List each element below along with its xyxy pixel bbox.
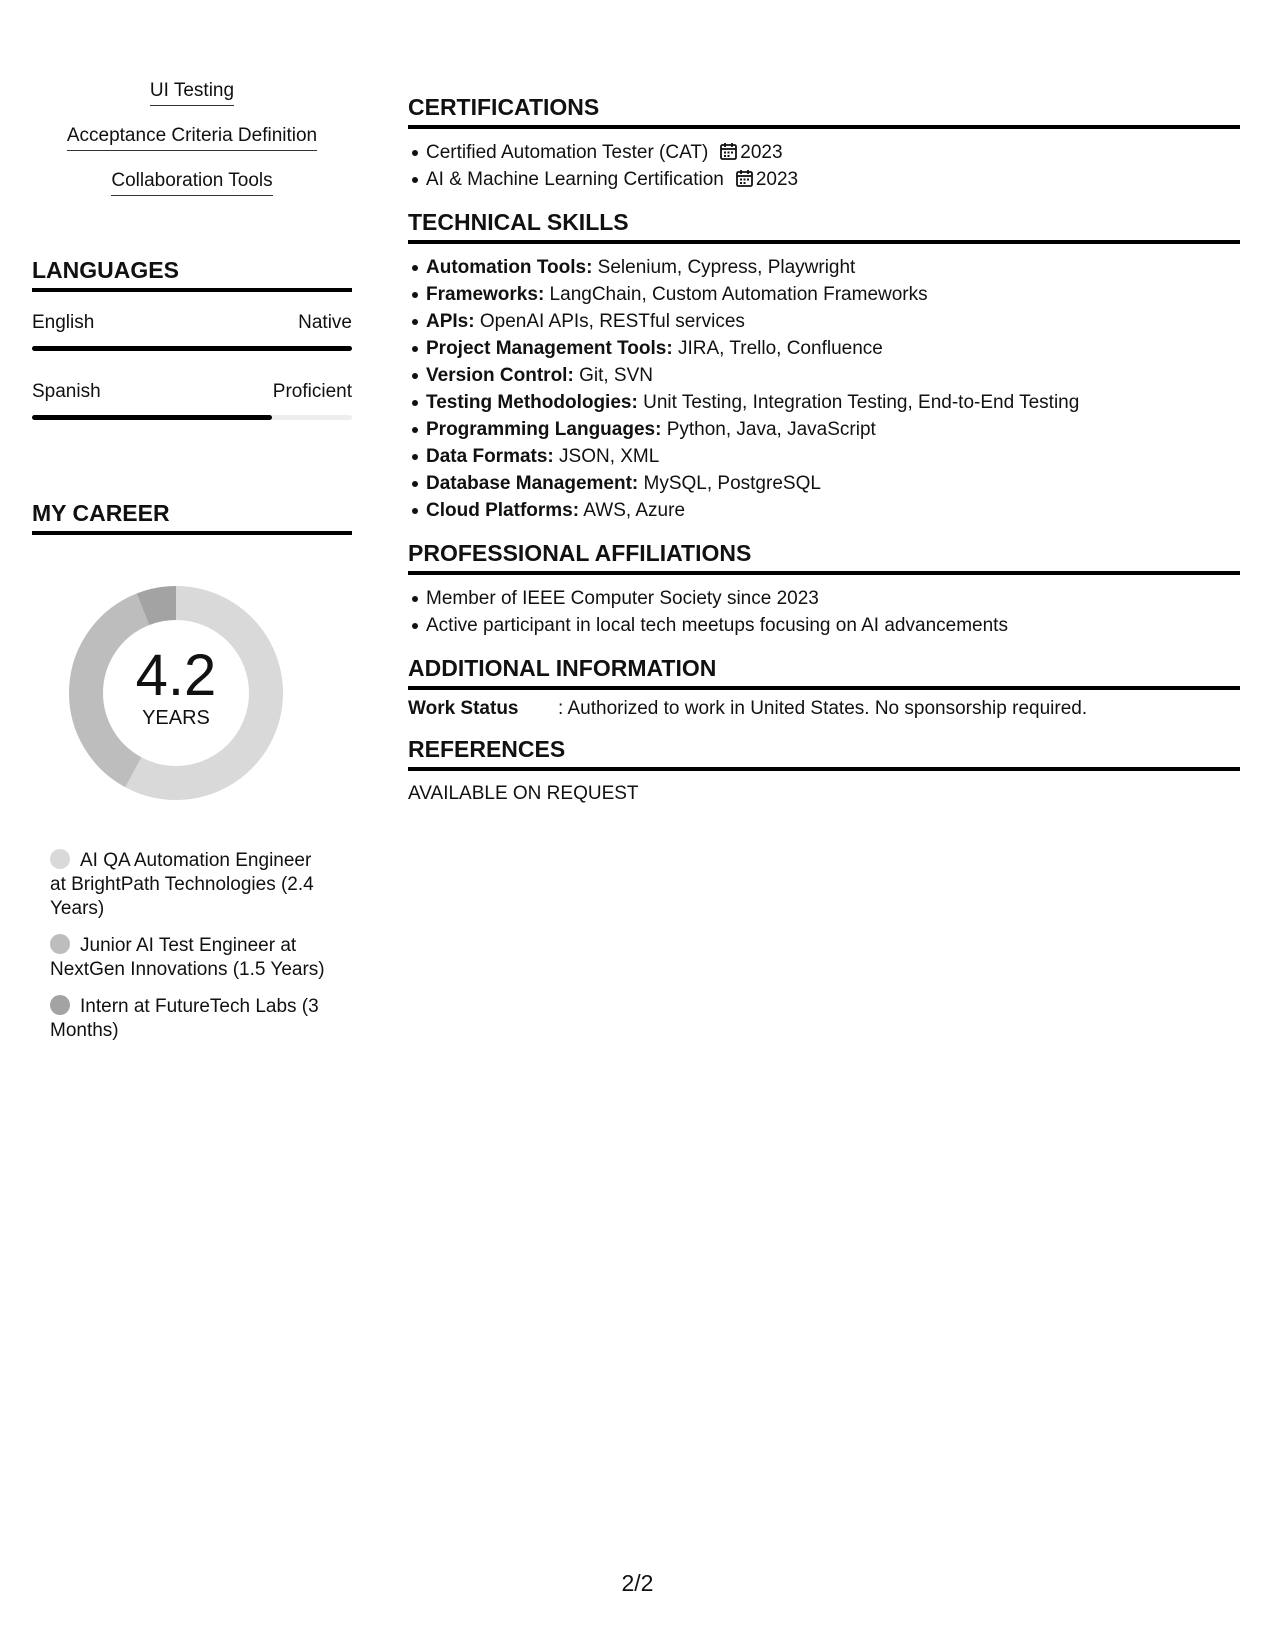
language-level-bar <box>32 415 352 420</box>
technical-skill-item: Project Management Tools: JIRA, Trello, Confluence <box>426 335 1240 362</box>
language-level: Proficient <box>272 381 352 402</box>
skill-tag-list <box>32 80 352 215</box>
certifications-list <box>408 139 1240 193</box>
language-level-fill <box>32 415 272 420</box>
technical-skill-item: Testing Methodologies: Unit Testing, Integration Testing, End-to-End Testing <box>426 389 1240 416</box>
career-total-years: 4.2 <box>135 643 217 708</box>
career-legend-item: Junior AI Test Engineer at NextGen Innovations (1.5 Years) <box>50 935 325 980</box>
languages-heading: LANGUAGES <box>32 257 352 292</box>
technical-skill-item: Cloud Platforms: AWS, Azure <box>426 497 1240 524</box>
skill-tag: Acceptance Criteria Definition <box>32 125 352 170</box>
additional-info-section <box>408 655 1240 720</box>
technical-skills-section <box>408 209 1240 524</box>
work-status-value: : Authorized to work in United States. No sponsorship required. <box>558 698 1088 719</box>
legend-dot-icon <box>50 995 70 1015</box>
certification-year: 2023 <box>755 169 799 190</box>
certifications-heading: CERTIFICATIONS <box>408 94 1240 129</box>
references-heading: REFERENCES <box>408 736 1240 771</box>
affiliations-section <box>408 540 1240 639</box>
career-legend <box>32 849 330 1043</box>
technical-skill-item: APIs: OpenAI APIs, RESTful services <box>426 308 1240 335</box>
affiliation-item: Active participant in local tech meetups focusing on AI advancements <box>426 612 1240 639</box>
certification-item: AI & Machine Learning Certification 2023 <box>426 166 1240 193</box>
technical-skill-item: Frameworks: LangChain, Custom Automation Frameworks <box>426 281 1240 308</box>
language-row <box>32 381 352 420</box>
page-number: 2/2 <box>621 1570 654 1596</box>
legend-dot-icon <box>50 934 70 954</box>
additional-info-heading: ADDITIONAL INFORMATION <box>408 655 1240 690</box>
language-level-fill <box>32 346 352 351</box>
skill-tag: UI Testing <box>32 80 352 125</box>
affiliation-item: Member of IEEE Computer Society since 2023 <box>426 585 1240 612</box>
technical-skill-item: Data Formats: JSON, XML <box>426 443 1240 470</box>
right-column <box>408 94 1240 821</box>
language-level: Native <box>298 312 352 333</box>
affiliations-heading: PROFESSIONAL AFFILIATIONS <box>408 540 1240 575</box>
language-row <box>32 312 352 351</box>
certification-item: Certified Automation Tester (CAT) 2023 <box>426 139 1240 166</box>
references-text: AVAILABLE ON REQUEST <box>408 783 639 804</box>
left-column <box>32 80 352 1056</box>
technical-skill-item: Programming Languages: Python, Java, JavaScript <box>426 416 1240 443</box>
career-heading: MY CAREER <box>32 500 352 535</box>
affiliations-list <box>408 585 1240 639</box>
languages-section <box>32 257 352 420</box>
career-legend-item: Intern at FutureTech Labs (3 Months) <box>50 996 319 1041</box>
career-donut-chart <box>56 573 296 813</box>
work-status-label: Work Status <box>408 698 519 719</box>
references-section <box>408 736 1240 805</box>
career-legend-item: AI QA Automation Engineer at BrightPath Technologies (2.4 Years) <box>50 850 314 919</box>
work-status-row <box>408 698 1240 720</box>
technical-skills-list <box>408 254 1240 524</box>
skill-tag: Collaboration Tools <box>32 170 352 215</box>
language-name: English <box>32 312 95 333</box>
technical-skill-item: Database Management: MySQL, PostgreSQL <box>426 470 1240 497</box>
legend-dot-icon <box>50 849 70 869</box>
calendar-icon <box>720 142 737 160</box>
language-level-bar <box>32 346 352 351</box>
certification-year: 2023 <box>740 142 783 163</box>
technical-skill-item: Version Control: Git, SVN <box>426 362 1240 389</box>
language-name: Spanish <box>32 381 101 402</box>
technical-skills-heading: TECHNICAL SKILLS <box>408 209 1240 244</box>
technical-skill-item: Automation Tools: Selenium, Cypress, Playwright <box>426 254 1240 281</box>
career-years-unit: YEARS <box>142 707 210 729</box>
calendar-icon <box>736 169 753 187</box>
career-section <box>32 500 352 1043</box>
certifications-section <box>408 94 1240 193</box>
